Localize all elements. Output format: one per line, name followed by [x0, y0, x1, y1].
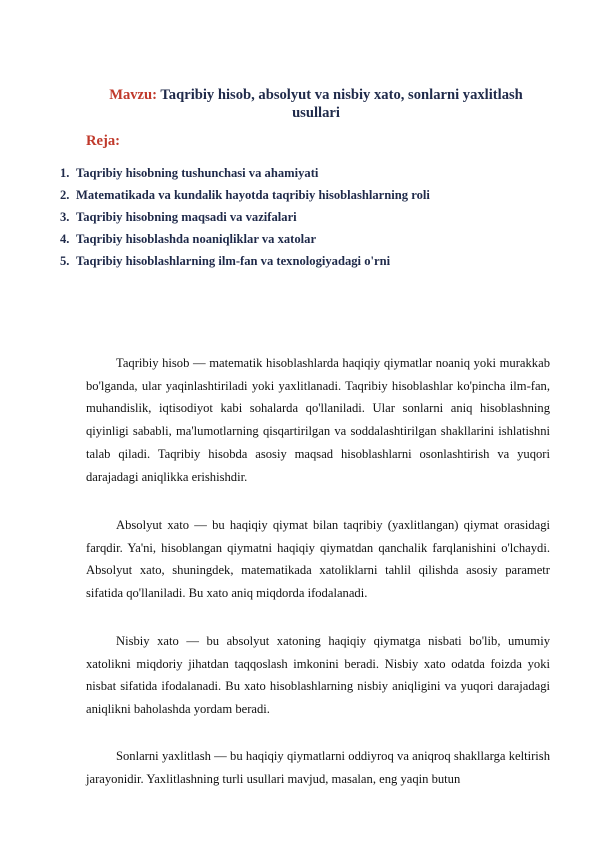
- plan-heading: Reja:: [86, 133, 121, 149]
- plan-item-number: 2.: [60, 188, 70, 202]
- paragraph-absolyut-xato: Absolyut xato — bu haqiqiy qiymat bilan taqribiy (yaxlitlangan) qiymat orasidagi farqdir. Ya'ni, hisoblangan qiymatni haqiqiy qiymatdan qanchalik farqlanishini o'lchaydi. Absolyut xato, shuningdek, matematikada xatoliklarni tahlil qilishda asosiy parametr sifatida qo'llaniladi. Bu xato aniq miqdorda ifodalanadi.: [86, 518, 550, 601]
- plan-item: [60, 210, 430, 232]
- plan-item: [60, 166, 430, 188]
- paragraph-yaxlitlash: Sonlarni yaxlitlash — bu haqiqiy qiymatlarni oddiyroq va aniqroq shakllarga keltirish jarayonidir. Yaxlitlashning turli usullari mavjud, masalan, eng yaqin butun: [86, 749, 550, 786]
- plan-item-number: 3.: [60, 210, 70, 224]
- plan-item-text: Taqribiy hisobning maqsadi va vazifalari: [76, 210, 297, 224]
- paragraph-nisbiy-xato: Nisbiy xato — bu absolyut xatoning haqiqiy qiymatga nisbati bo'lib, umumiy xatolikni miqdoriy jihatdan taqqoslash imkonini beradi. Nisbiy xato odatda foizda yoki nisbat sifatida ifodalanadi. Bu xato hisoblashlarning nisbiy aniqligini va yuqori darajadagi aniqlikni baholashda yordam beradi.: [86, 634, 550, 717]
- plan-item-text: Taqribiy hisoblashda noaniqliklar va xatolar: [76, 232, 317, 246]
- paragraph-taqribiy-hisob: Taqribiy hisob — matematik hisoblashlarda haqiqiy qiymatlar noaniq yoki murakkab bo'lganda, ular yaqinlashtiriladi yoki yaxlitlanadi. Taqribiy hisoblashlar ko'pincha ilm-fan, muhandislik, iqtisodiyot kabi sohalarda qo'llaniladi. Ular sonlarni aniq hisoblashning qiyinligi sababli, ma'lumotlarning qisqartirilgan va soddalashtirilgan shakllarini ishlatishni talab qiladi. Taqribiy hisobda asosiy maqsad hisoblashlarni osonlashtirish va yuqori darajadagi aniqlikka erishishdir.: [86, 356, 550, 484]
- plan-item-number: 4.: [60, 232, 70, 246]
- plan-item-number: 1.: [60, 166, 70, 180]
- plan-list: [60, 166, 430, 276]
- plan-item-text: Matematikada va kundalik hayotda taqribiy hisoblashlarning roli: [76, 188, 430, 202]
- plan-item: [60, 232, 430, 254]
- title-text: Taqribiy hisob, absolyut va nisbiy xato, sonlarni yaxlitlash usullari: [160, 87, 523, 121]
- plan-item: [60, 254, 430, 276]
- plan-item: [60, 188, 430, 210]
- plan-item-number: 5.: [60, 254, 70, 268]
- plan-item-text: Taqribiy hisoblashlarning ilm-fan va texnologiyadagi o'rni: [76, 254, 391, 268]
- plan-item-text: Taqribiy hisobning tushunchasi va ahamiyati: [76, 166, 319, 180]
- title-label: Mavzu:: [109, 87, 158, 103]
- document-title: [86, 86, 546, 122]
